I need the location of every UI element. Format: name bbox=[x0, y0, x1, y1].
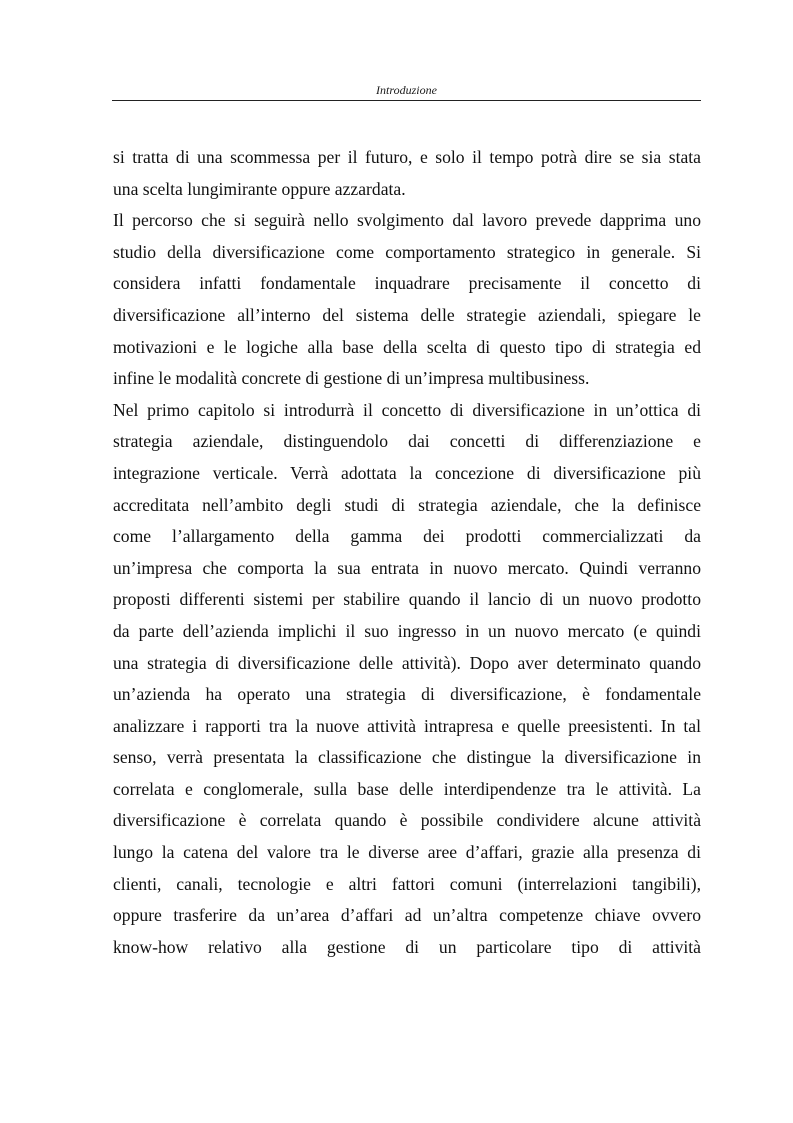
text-line: una strategia di diversificazione delle attività). Dopo aver determinato quando bbox=[113, 652, 701, 673]
text-line: diversificazione all’interno del sistema delle strategie aziendali, spiegare le bbox=[113, 304, 701, 325]
body-text bbox=[113, 142, 701, 963]
text-line: motivazioni e le logiche alla base della scelta di questo tipo di strategia ed bbox=[113, 336, 701, 357]
text-line: Nel primo capitolo si introdurrà il concetto di diversificazione in un’ottica di bbox=[113, 399, 701, 420]
text-line: oppure trasferire da un’area d’affari ad un’altra competenze chiave ovvero bbox=[113, 905, 701, 926]
text-line: diversificazione è correlata quando è possibile condividere alcune attività bbox=[113, 810, 701, 831]
text-line: Il percorso che si seguirà nello svolgimento dal lavoro prevede dapprima uno bbox=[113, 210, 701, 231]
text-line: un’azienda ha operato una strategia di diversificazione, è fondamentale bbox=[113, 684, 701, 705]
text-line: come l’allargamento della gamma dei prodotti commercializzati da bbox=[113, 526, 701, 547]
text-line: integrazione verticale. Verrà adottata la concezione di diversificazione più bbox=[113, 462, 701, 483]
text-line: considera infatti fondamentale inquadrare precisamente il concetto di bbox=[113, 273, 701, 294]
text-line: proposti differenti sistemi per stabilire quando il lancio di un nuovo prodotto bbox=[113, 589, 701, 610]
text-line: da parte dell’azienda implichi il suo ingresso in un nuovo mercato (e quindi bbox=[113, 620, 701, 641]
text-line: lungo la catena del valore tra le diverse aree d’affari, grazie alla presenza di bbox=[113, 842, 701, 863]
header-title: Introduzione bbox=[376, 83, 437, 97]
running-header bbox=[112, 83, 701, 101]
text-line: accreditata nell’ambito degli studi di strategia aziendale, che la definisce bbox=[113, 494, 701, 515]
text-line: una scelta lungimirante oppure azzardata. bbox=[113, 178, 406, 199]
text-line: strategia aziendale, distinguendolo dai concetti di differenziazione e bbox=[113, 431, 701, 452]
text-line: infine le modalità concrete di gestione di un’impresa multibusiness. bbox=[113, 368, 590, 389]
text-line: studio della diversificazione come comportamento strategico in generale. Si bbox=[113, 241, 701, 262]
text-line: senso, verrà presentata la classificazione che distingue la diversificazione in bbox=[113, 747, 701, 768]
text-line: analizzare i rapporti tra la nuove attività intrapresa e quelle preesistenti. In tal bbox=[113, 715, 701, 736]
text-line: un’impresa che comporta la sua entrata in nuovo mercato. Quindi verranno bbox=[113, 557, 701, 578]
text-line: know-how relativo alla gestione di un particolare tipo di attività bbox=[113, 936, 701, 957]
text-line: si tratta di una scommessa per il futuro, e solo il tempo potrà dire se sia stata bbox=[113, 147, 701, 167]
text-line: correlata e conglomerale, sulla base delle interdipendenze tra le attività. La bbox=[113, 778, 701, 799]
text-line: clienti, canali, tecnologie e altri fattori comuni (interrelazioni tangibili), bbox=[113, 873, 701, 894]
